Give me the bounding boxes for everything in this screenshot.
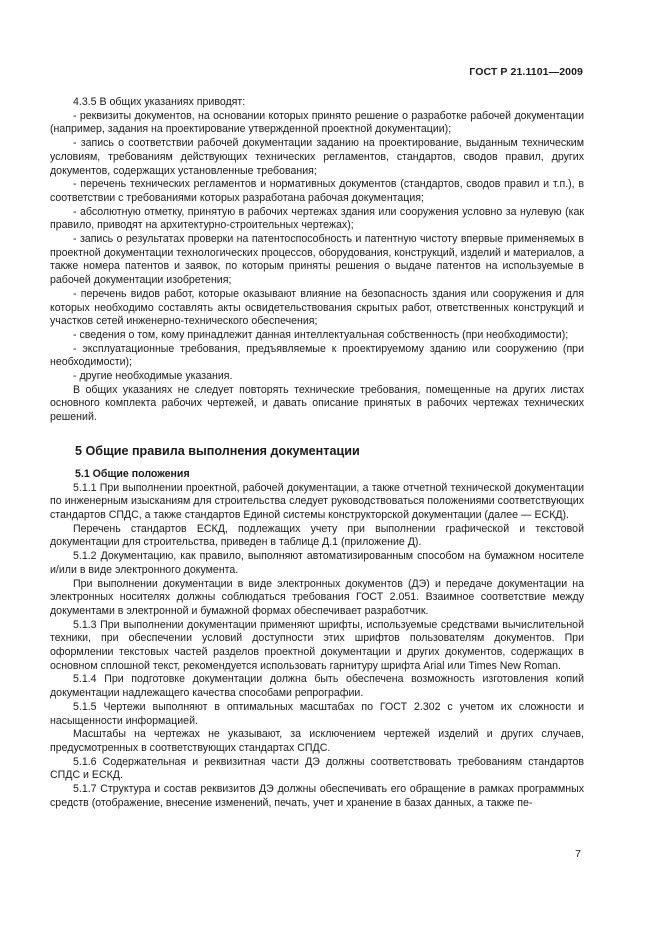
paragraph: 5.1.3 При выполнении документации применяют шрифты, используемые средствами вычислительной техники, при обеспечении условий доступности этих шрифтов пользователям документов. При оформлении текстовых частей разделов проектной документации и других документов, содержащих в основном сплошной текст, рекомендуется использовать гарнитуру шрифта Arial или Times New Roman. (50, 618, 584, 672)
paragraph: 5.1.2 Документацию, как правило, выполняют автоматизированным способом на бумажном носителе и/или в виде электронного документа. (50, 550, 584, 576)
page-number: 7 (575, 848, 581, 860)
paragraph: В общих указаниях не следует повторять технические требования, помещенные на других листах основного комплекта рабочих чертежей, и давать описание принятых в рабочих чертежах технических решений. (50, 383, 584, 424)
paragraph: 5.1.5 Чертежи выполняют в оптимальных масштабах по ГОСТ 2.302 с учетом их сложности и насыщенности информацией. (50, 700, 584, 727)
list-item: - эксплуатационные требования, предъявляемые к проектируемому зданию или сооружению (при необходимости); (50, 342, 584, 369)
document-code: ГОСТ Р 21.1101—2009 (469, 66, 583, 78)
list-item: - запись о результатах проверки на патентоспособность и патентную чистоту впервые применяемых в проектной документации технологических процессов, оборудования, конструкций, изделий и материалов, а также номера патентов и заявок, по которым приняты решения о выдаче патентов на используемые в рабочей документации изобретения; (50, 233, 584, 287)
list-item: - запись о соответствии рабочей документации заданию на проектирование, выданным техническим условиям, требованиям действующих технических регламентов, стандартов, сводов правил, других документов, содержащих установленные требования; (50, 137, 584, 177)
list-item: - перечень технических регламентов и нормативных документов (стандартов, сводов правил и т.п.), в соответствии с требованиями которых разработана рабочая документация; (50, 178, 584, 204)
list-item: - перечень видов работ, которые оказывают влияние на безопасность здания или сооружения и для которых необходимо составлять акты освидетельствования скрытых работ, ответственных конструкций и участков сетей инженерно-технического обеспечения; (50, 287, 584, 328)
list-item: - сведения о том, кому принадлежит данная интеллектуальная собственность (при необходимости); (73, 328, 569, 341)
paragraph: При выполнении документации в виде электронных документов (ДЭ) и передаче документации на электронных носителях должны соблюдаться требования ГОСТ 2.051. Взаимное соответствие между документами в электронной и бумажной формах обеспечивает разработчик. (50, 577, 584, 617)
list-item: - другие необходимые указания. (73, 370, 233, 383)
general-instructions-block (50, 96, 584, 425)
general-provisions-block (50, 482, 584, 811)
paragraph: Перечень стандартов ЕСКД, подлежащих учету при выполнении графической и текстовой документации для строительства, приведен в таблице Д.1 (приложение Д). (50, 522, 584, 549)
paragraph: 4.3.5 В общих указаниях приводят: (73, 96, 246, 108)
paragraph: 5.1.6 Содержательная и реквизитная части ДЭ должны соответствовать требованиям стандартов СПДС и ЕСКД. (50, 755, 584, 782)
page-content (50, 96, 584, 810)
list-item: - абсолютную отметку, принятую в рабочих чертежах здания или сооружения условно за нулевую (как правило, приводят на архитектурно-строительных чертежах); (50, 205, 584, 232)
paragraph: 5.1.4 При подготовке документации должна быть обеспечена возможность изготовления копий документации надлежащего качества способами репрографии. (50, 673, 584, 700)
paragraph: Масштабы на чертежах не указывают, за исключением чертежей изделий и других случаев, предусмотренных в соответствующих стандартах СПДС. (50, 728, 584, 754)
subsection-heading: 5.1 Общие положения (75, 467, 190, 480)
section-heading: 5 Общие правила выполнения документации (75, 443, 360, 458)
paragraph: 5.1.7 Структура и состав реквизитов ДЭ должны обеспечивать его обращение в рамках программных средств (отображение, внесение изменений, печать, учет и хранение в базах данных, а также пе- (50, 783, 584, 809)
paragraph: 5.1.1 При выполнении проектной, рабочей документации, а также отчетной технической документации по инженерным изысканиям для строительства следует руководствоваться положениями соответствующих стандартов СПДС, а также стандартов Единой системы конструкторской документации (далее — ЕСКД). (50, 481, 584, 521)
list-item: - реквизиты документов, на основании которых принято решение о разработке рабочей документации (например, задания на проектирование утвержденной проектной документации); (50, 109, 584, 136)
